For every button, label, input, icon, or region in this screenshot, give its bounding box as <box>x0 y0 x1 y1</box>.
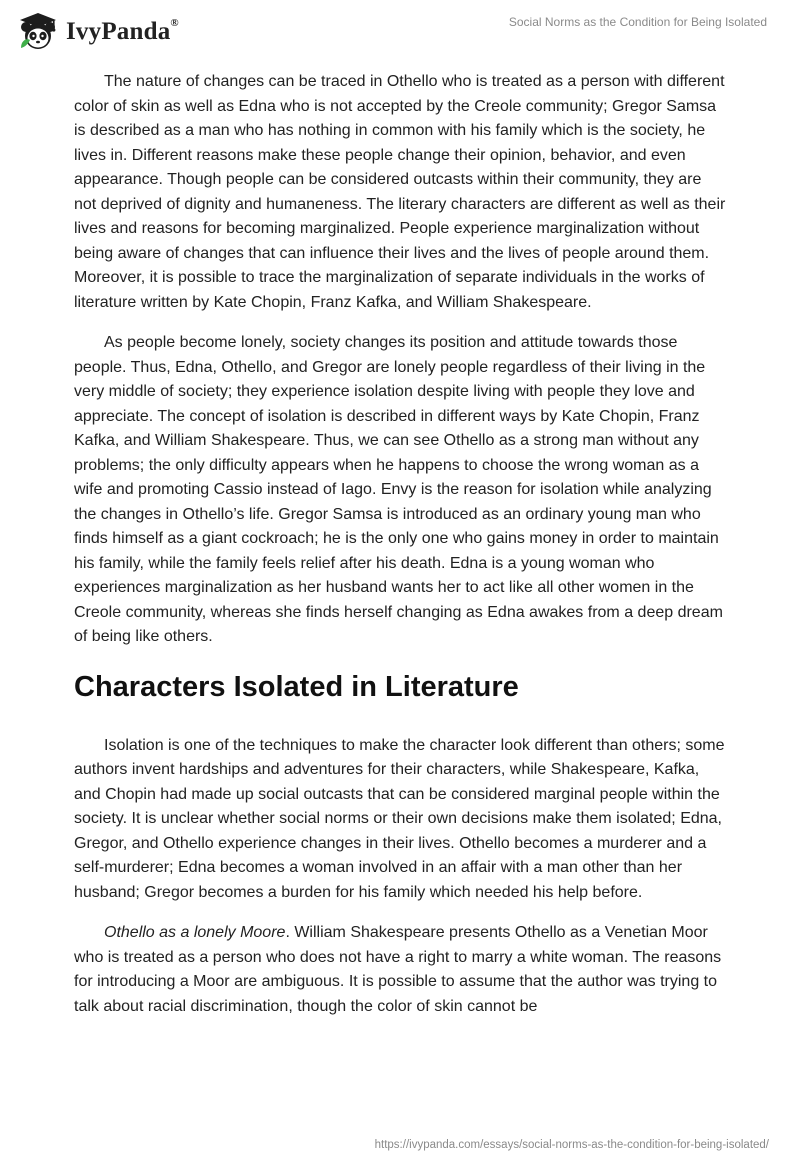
paragraph-4 <box>74 921 726 1019</box>
document-title: Social Norms as the Condition for Being Isolated <box>508 15 767 29</box>
registered-mark: ® <box>170 16 179 29</box>
essay-body <box>74 70 726 1035</box>
source-url[interactable]: https://ivypanda.com/essays/social-norms-as-the-condition-for-being-isolated/ <box>374 1139 769 1151</box>
paragraph-1: The nature of changes can be traced in Othello who is treated as a person with different color of skin as well as Edna who is not accepted by the Creole community; Gregor Samsa is described as a man who has nothing in common with his family which is the society, he lives in. Different reasons make these people change their opinion, behavior, and even appearance. Though people can be considered outcasts within their community, they are not deprived of dignity and humaneness. The literary characters are different as well as their lives and reasons for becoming marginalized. People experience marginalization without being aware of changes that can influence their lives and the lives of people around them. Moreover, it is possible to trace the marginalization of separate individuals in the works of literature written by Kate Chopin, Franz Kafka, and William Shakespeare. <box>74 73 726 311</box>
paragraph-4-italic-lead: Othello as a lonely Moore <box>104 924 286 941</box>
panda-graduate-icon <box>16 10 60 54</box>
section-heading: Characters Isolated in Literature <box>74 670 519 703</box>
paragraph-4-text: . William Shakespeare presents Othello as a Venetian Moor who is treated as a person who does not have a right to marry a white woman. The reasons for introducing a Moor are ambiguous. It is possible to assume that the author was trying to talk about racial discrimination, though the color of skin cannot be <box>74 924 722 1015</box>
logo-text: IvyPanda <box>66 18 171 45</box>
page-header <box>0 0 800 60</box>
paragraph-2: As people become lonely, society changes its position and attitude towards those people. Thus, Edna, Othello, and Gregor are lonely people regardless of their living in the very middle of society; they experience isolation despite living with people they love and appreciate. The concept of isolation is described in different ways by Kate Chopin, Franz Kafka, and William Shakespeare. Thus, we can see Othello as a strong man without any problems; the only difficulty appears when he happens to choose the wrong woman as a wife and promoting Cassio instead of Iago. Envy is the reason for isolation while analyzing the changes in Othello’s life. Gregor Samsa is introduced as an ordinary young man who finds himself as a giant cockroach; he is the only one who gains money in order to maintain his family, while the family feels relief after his death. Edna is a young woman who experiences marginalization as her husband wants her to act like all other women in the Creole community, whereas she finds herself changing as Edna awakes from a deep dream of being like others. <box>74 334 723 645</box>
paragraph-3: Isolation is one of the techniques to make the character look different than others; some authors invent hardships and adventures for their characters, while Shakespeare, Kafka, and Chopin had made up social outcasts that can be considered marginal people within the society. It is unclear whether social norms or their own decisions make them isolated; Edna, Gregor, and Othello experience changes in their lives. Othello becomes a murderer and a self-murderer; Edna becomes a woman involved in an affair with a man other than her husband; Gregor becomes a burden for his family which needed his help before. <box>74 736 725 901</box>
ivypanda-logo[interactable] <box>16 10 179 54</box>
logo-wordmark <box>66 18 179 46</box>
